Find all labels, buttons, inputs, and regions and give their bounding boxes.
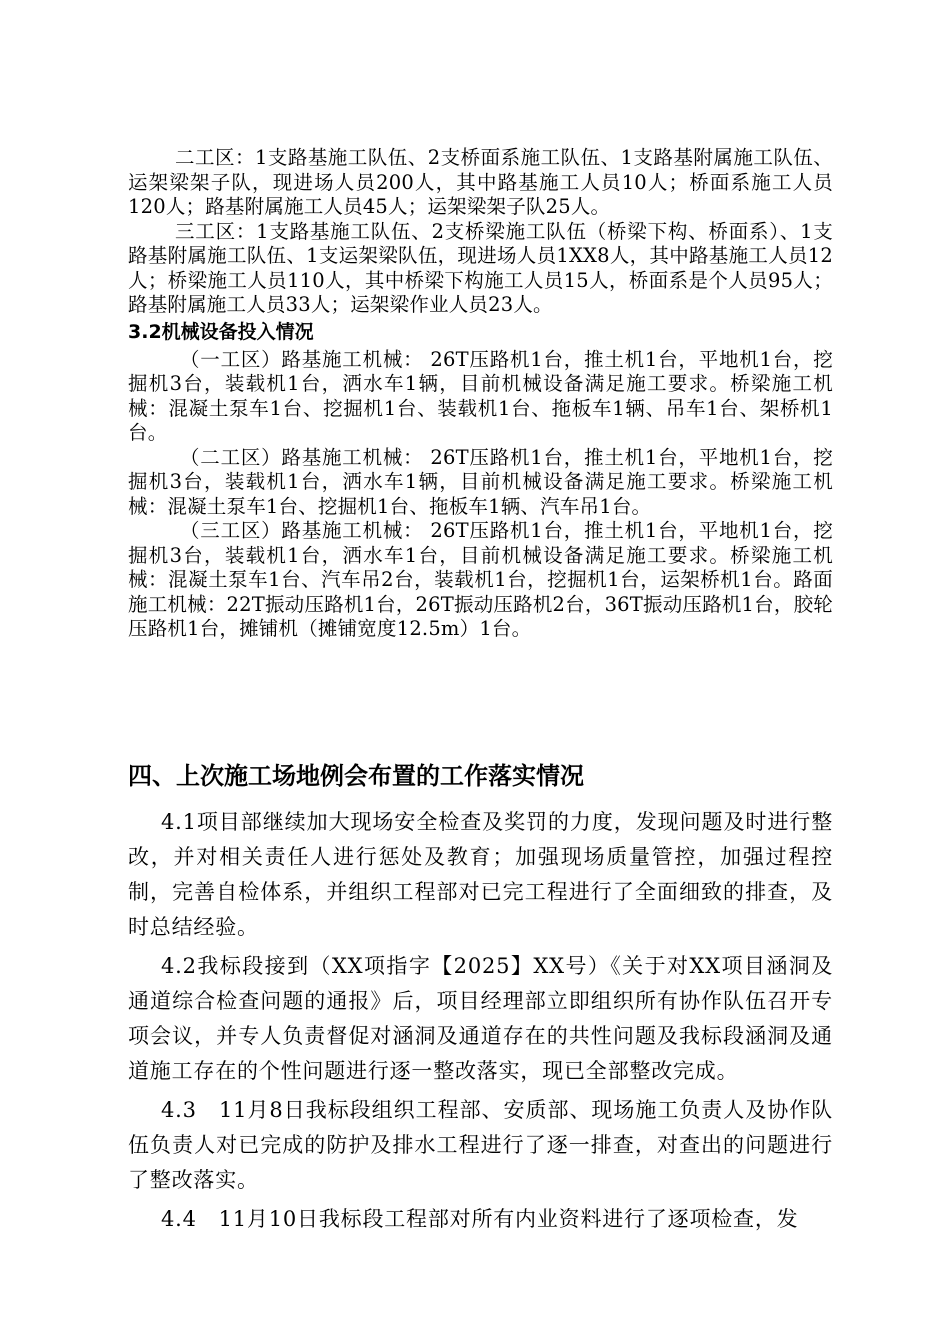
zone1-machinery-paragraph: （一工区）路基施工机械： 26T压路机1台，推土机1台，平地机1台，挖掘机3台，装载机1台，洒水车1辆，目前机械设备满足施工要求。桥梁施工机械：混凝土泵车1台、挖掘机1台、装载机1台、拖板车1辆、吊车1台、架桥机1台。 bbox=[128, 347, 833, 444]
zone2-machinery-paragraph: （二工区）路基施工机械： 26T压路机1台，推土机1台，平地机1台，挖掘机3台，装载机1台，洒水车1辆，目前机械设备满足施工要求。桥梁施工机械：混凝土泵车1台、挖掘机1台、拖板车1辆、汽车吊1台。 bbox=[128, 445, 833, 518]
item-4-4-paragraph: 4.4 11月10日我标段工程部对所有内业资料进行了逐项检查，发 bbox=[161, 1207, 799, 1231]
item-4-2-paragraph: 4.2我标段接到（XX项指字【2025】XX号）《关于对XX项目涵洞及通道综合检查问题的通报》后，项目经理部立即组织所有协作队伍召开专项会议，并专人负责督促对涵洞及通道存在的共性问题及我标段涵洞及通道施工存在的个性问题进行逐一整改落实，现已全部整改完成。 bbox=[128, 954, 833, 1083]
item-4-3-paragraph: 4.3 11月8日我标段组织工程部、安质部、现场施工负责人及协作队伍负责人对已完成的防护及排水工程进行了逐一排查，对查出的问题进行了整改落实。 bbox=[128, 1098, 833, 1192]
zone3-machinery-paragraph: （三工区）路基施工机械： 26T压路机1台，推土机1台，平地机1台，挖掘机3台，装载机1台，洒水车1台，目前机械设备满足施工要求。桥梁施工机械：混凝土泵车1台、汽车吊2台，装载机1台，挖掘机1台，运架桥机1台。路面施工机械：22T振动压路机1台，26T振动压路机2台，36T振动压路机1台，胶轮压路机1台，摊铺机（摊铺宽度12.5m）1台。 bbox=[128, 519, 833, 640]
zone3-personnel-paragraph: 三工区：1支路基施工队伍、2支桥梁施工队伍（桥梁下构、桥面系）、1支路基附属施工队伍、1支运架梁队伍，现进场人员1XX8人，其中路基施工人员12人；桥梁施工人员110人，其中桥梁下构施工人员15人，桥面系是个人员95人；路基附属施工人员33人；运架梁作业人员23人。 bbox=[128, 219, 833, 316]
item-4-1-paragraph: 4.1项目部继续加大现场安全检查及奖罚的力度，发现问题及时进行整改，并对相关责任人进行惩处及教育；加强现场质量管控，加强过程控制，完善自检体系，并组织工程部对已完工程进行了全面细致的排查，及时总结经验。 bbox=[128, 810, 833, 939]
personnel-and-machinery-section bbox=[128, 146, 833, 642]
section4-heading: 四、上次施工场地例会布置的工作落实情况 bbox=[128, 762, 584, 790]
zone2-personnel-paragraph: 二工区：1支路基施工队伍、2支桥面系施工队伍、1支路基附属施工队伍、运架梁架子队，现进场人员200人，其中路基施工人员10人；桥面系施工人员120人；路基附属施工人员45人；运架梁架子队25人。 bbox=[128, 146, 833, 218]
machinery-subheading: 3.2机械设备投入情况 bbox=[128, 320, 314, 343]
work-implementation-section bbox=[128, 805, 833, 1241]
